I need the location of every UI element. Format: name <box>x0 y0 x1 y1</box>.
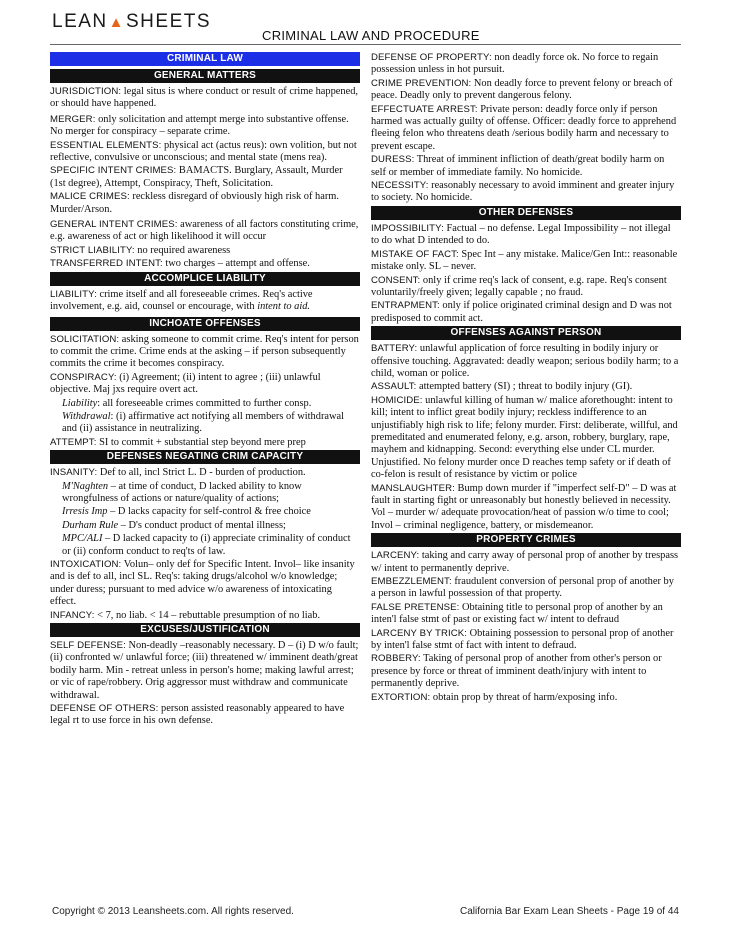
entry-impossibility <box>371 223 681 248</box>
header-divider <box>50 44 681 45</box>
section-header-excuses-justification: EXCUSES/JUSTIFICATION <box>50 623 360 637</box>
sub-entry-liability <box>50 398 360 410</box>
entry-term: MISTAKE OF FACT: <box>371 248 459 260</box>
section-header-defenses-negating-crim-capacity: DEFENSES NEGATING CRIM CAPACITY <box>50 450 360 464</box>
page-title: CRIMINAL LAW AND PROCEDURE <box>262 28 480 43</box>
entry-embezzlement <box>371 576 681 601</box>
entry-entrapment <box>371 300 681 325</box>
entry-specific-intent-crimes <box>50 165 360 190</box>
entry-text: Factual – no defense. Legal Impossibility – not illegal to do what D intended to do. <box>371 222 671 247</box>
section-header-property-crimes: PROPERTY CRIMES <box>371 533 681 547</box>
entry-term: DEFENSE OF OTHERS: <box>50 703 159 715</box>
entry-term: INFANCY: <box>50 609 95 621</box>
entry-battery <box>371 343 681 380</box>
entry-defense-of-others <box>50 703 360 728</box>
entry-term: ASSAULT: <box>371 381 417 393</box>
entry-larceny <box>371 550 681 575</box>
entry-text: reckless disregard of obviously high risk of harm. Murder/Arson. <box>50 191 339 215</box>
entry-term: NECESSITY: <box>371 180 429 192</box>
sub-entry-term: Durham Rule <box>62 519 119 531</box>
entry-necessity <box>371 180 681 205</box>
entry-text: only if crime req's lack of consent, e.g. rape. Req's consent voluntarily/freely given; legally capable ; no fraud. <box>371 274 667 298</box>
entry-text: Non-deadly –reasonably necessary. D – (i) D w/o fault; (ii) confronted w/ unlawful force; (iii) threatened w/ imminent death/great bodily harm. Min - retreat unless in person's home; making lawful arrest; or vic of rape/robbery. Orig aggressor must withdraw and communicate withdrawal. <box>50 640 359 701</box>
entry-malice-crimes <box>50 191 360 216</box>
entry-term: LIABILITY: <box>50 288 97 300</box>
sub-entry-durham-rule <box>50 520 360 532</box>
entry-transferred-intent <box>50 258 360 270</box>
entry-crime-prevention <box>371 78 681 103</box>
sub-entry-mpc-ali <box>50 533 360 558</box>
entry-text: asking someone to commit crime. Req's intent for person to commit the crime. Crime ends at the asking – if person subsequently commits the crime it becomes conspiracy. <box>50 333 359 370</box>
sub-entry-text: : (i) affirmative act notifying all members of withdrawal and (ii) assistance in neutralizing. <box>62 410 345 435</box>
entry-text: person assisted reasonably appeared to have legal rt to use force in his own defense. <box>50 703 345 727</box>
sub-entry-irresis-imp <box>50 506 360 518</box>
entry-conspiracy <box>50 372 360 397</box>
entry-attempt <box>50 437 360 449</box>
entry-text: two charges – attempt and offense. <box>162 258 310 270</box>
flame-icon: ▲ <box>108 14 125 31</box>
entry-robbery <box>371 653 681 690</box>
entry-text: no required awareness <box>134 244 231 256</box>
entry-intoxication <box>50 559 360 609</box>
sub-entry-term: M'Naghten <box>62 480 109 492</box>
sub-entry-text: – D lacks capacity for self-control & free choice <box>107 506 311 518</box>
entry-term: HOMICIDE: <box>371 394 423 406</box>
page-number-footer: California Bar Exam Lean Sheets - Page 19 of 44 <box>459 906 679 917</box>
entry-false-pretense <box>371 602 681 627</box>
entry-merger <box>50 114 360 139</box>
section-header-inchoate-offenses: INCHOATE OFFENSES <box>50 317 360 331</box>
entry-text: reasonably necessary to avoid imminent and greater injury to society. No homicide. <box>371 180 675 204</box>
entry-self-defense <box>50 640 360 702</box>
right-column <box>371 52 681 705</box>
entry-text: BAMACTS. Burglary, Assault, Murder (1st degree), Attempt, Conspiracy, Theft, Solicitation. <box>50 165 343 189</box>
entry-text: legal situs is where conduct or result of crime happened, or should have happened. <box>50 86 359 110</box>
section-header-criminal-law: CRIMINAL LAW <box>50 52 360 66</box>
entry-term: SPECIFIC INTENT CRIMES: <box>50 165 177 177</box>
sub-entry-term: MPC/ALI <box>62 533 103 545</box>
entry-term: ATTEMPT: <box>50 436 97 448</box>
entry-text: Volun– only def for Specific Intent. Invol– like insanity and is def to all, incl SL. Req's: taking drugs/alcohol w/o knowledge; under duress; pursuant to med advice w/o awareness of intoxicating effect. <box>50 559 355 608</box>
entry-term: TRANSFERRED INTENT: <box>50 258 163 270</box>
entry-term: GENERAL INTENT CRIMES: <box>50 219 178 231</box>
entry-text: (i) Agreement; (ii) intent to agree ; (iii) unlawful objective. Maj jxs require overt act. <box>50 371 321 396</box>
entry-term: BATTERY: <box>371 343 418 355</box>
entry-term: STRICT LIABILITY: <box>50 244 135 256</box>
entry-text: fraudulent conversion of personal prop of another by a person in lawful possession of that property. <box>371 576 674 600</box>
entry-term: MERGER: <box>50 113 96 125</box>
entry-term: DURESS: <box>371 154 415 166</box>
entry-text: Threat of imminent infliction of death/great bodily harm on self or member of immediate family. No homicide. <box>371 154 665 178</box>
section-header-other-defenses: OTHER DEFENSES <box>371 206 681 220</box>
entry-term: CRIME PREVENTION: <box>371 77 472 89</box>
entry-term: JURISDICTION: <box>50 86 122 97</box>
sub-entry-term: Withdrawal <box>62 410 111 422</box>
entry-text: Obtaining possession to personal prop of another by inten'l false stmt of fact with intent to defraud. <box>371 627 674 652</box>
entry-text: Def to all, incl Strict L. D - burden of production. <box>97 467 306 479</box>
entry-term: CONSENT: <box>371 274 421 286</box>
entry-extortion <box>371 692 681 704</box>
entry-term: ESSENTIAL ELEMENTS: <box>50 139 162 151</box>
entry-larceny-by-trick <box>371 628 681 653</box>
entry-term: FALSE PRETENSE: <box>371 601 460 613</box>
entry-solicitation <box>50 334 360 371</box>
sub-entry-text: – at time of conduct, D lacked ability to know wrongfulness of actions or nature/quality of actions; <box>62 480 302 504</box>
entry-term: MANSLAUGHTER: <box>371 482 455 494</box>
entry-manslaughter <box>371 483 681 533</box>
entry-term: INTOXICATION: <box>50 559 122 570</box>
sub-entry-m-naghten <box>50 481 360 506</box>
sub-entry-text: – D's conduct product of mental illness; <box>118 519 286 531</box>
entry-emphasis: intent to aid. <box>257 301 311 313</box>
entry-term: ENTRAPMENT: <box>371 300 440 312</box>
entry-text: Taking of personal prop of another from other's person or presence by force or threat of imminent death/injury with intent to permanently deprive. <box>371 653 662 690</box>
entry-defense-of-property <box>371 52 681 77</box>
entry-term: SOLICITATION: <box>50 333 120 345</box>
entry-text: crime itself and all foreseeable crimes. Req's active involvement, e.g. aid, counsel or encourage, with <box>50 288 313 313</box>
entry-text: awareness of all factors constituting crime, e.g. awareness of act or high likelihood it will occur <box>50 219 359 243</box>
entry-insanity <box>50 467 360 479</box>
entry-strict-liability <box>50 245 360 257</box>
entry-text: attempted battery (SI) ; threat to bodily injury (GI). <box>416 381 633 393</box>
entry-text: unlawful killing of human w/ malice aforethought: intent to kill; intent to inflict great bodily injury; reckless indifference to an unjustifiably high risk to life; felony murder. First: deliberate, willful, and premeditated and enumerated felony, e.g. arson, robbery, burglary, rape, mayhem and kidnapping. Second: everything else under CL murder. Unjustified. No felony murder once D reaches temp safety or if death of co-felon is result of resistance by victim or police <box>371 394 678 481</box>
entry-text: obtain prop by threat of harm/exposing info. <box>430 691 618 703</box>
entry-text: only if police originated criminal design and D was not predisposed to commit act. <box>371 300 672 324</box>
entry-text: non deadly force ok. No force to regain possession unless in hot pursuit. <box>371 52 659 76</box>
entry-essential-elements <box>50 140 360 165</box>
entry-text: Obtaining title to personal prop of another by an inten'l false stmt of past or existing fact w/ intent to defraud <box>371 601 663 626</box>
entry-jurisdiction <box>50 86 360 111</box>
sub-entry-term: Irresis Imp <box>62 506 108 518</box>
copyright-footer: Copyright © 2013 Leansheets.com. All rights reserved. <box>52 906 294 917</box>
entry-text: only solicitation and attempt merge into substantive offense. No merger for conspiracy – separate crime. <box>50 113 349 138</box>
entry-duress <box>371 154 681 179</box>
sub-entry-term: Liability <box>62 397 98 409</box>
entry-term: CONSPIRACY: <box>50 371 117 383</box>
entry-term: INSANITY: <box>50 467 98 479</box>
section-header-offenses-against-person: OFFENSES AGAINST PERSON <box>371 326 681 340</box>
entry-term: EFFECTUATE ARREST: <box>371 103 478 115</box>
entry-text: Spec Int – any mistake. Malice/Gen Int:: reasonable mistake only. SL – never. <box>371 248 678 273</box>
left-column <box>50 52 360 729</box>
entry-consent <box>371 275 681 300</box>
sub-entry-withdrawal <box>50 411 360 436</box>
entry-text: Private person: deadly force only if person harmed was actually guilty of offense. Officer: deadly force to apprehend fleeing felon who threatens death /serious bodily harm and necessary to prevent escape. <box>371 103 677 152</box>
sub-entry-text: : all foreseeable crimes committed to further consp. <box>97 397 312 409</box>
entry-homicide <box>371 395 681 482</box>
section-header-accomplice-liability: ACCOMPLICE LIABILITY <box>50 272 360 286</box>
entry-text: < 7, no liab. < 14 – rebuttable presumption of no liab. <box>94 609 321 621</box>
entry-liability <box>50 289 360 314</box>
entry-text: Non deadly force to prevent felony or breach of peace. Deadly only to prevent dangerous felony. <box>371 77 673 102</box>
leansheets-logo: LEAN▲SHEETS <box>52 11 212 32</box>
entry-mistake-of-fact <box>371 249 681 274</box>
entry-infancy <box>50 610 360 622</box>
entry-term: IMPOSSIBILITY: <box>371 222 444 234</box>
entry-text: Bump down murder if "imperfect self-D" – D was at fault in starting fight or unreasonably but honestly believed in necessity. Vol – murder w/ adequate provocation/heat of passion w/o time to cool; Invol – criminal negligence, battery, or misdemeanor. <box>371 482 677 531</box>
entry-effectuate-arrest <box>371 104 681 154</box>
entry-text: SI to commit + substantial step beyond mere prep <box>96 436 306 448</box>
entry-term: LARCENY: <box>371 550 420 562</box>
entry-term: MALICE CRIMES: <box>50 191 130 203</box>
entry-text: physical act (actus reus): own volition, but not reflective, convulsive or unconscious; and mental state (mens rea). <box>50 139 357 164</box>
sub-entry-text: – D lacked capacity to (i) appreciate criminality of conduct or (ii) conform conduct to req'ts of law. <box>62 533 351 557</box>
entry-term: ROBBERY: <box>371 653 421 665</box>
entry-text: unlawful application of force resulting in bodily injury or offensive touching. Aggravated: deadly weapon; serious bodily harm; to a child, woman or police. <box>371 343 679 379</box>
entry-term: EMBEZZLEMENT: <box>371 576 452 588</box>
entry-general-intent-crimes <box>50 219 360 244</box>
entry-term: EXTORTION: <box>371 691 431 703</box>
entry-term: DEFENSE OF PROPERTY: <box>371 52 492 63</box>
entry-assault <box>371 381 681 393</box>
entry-text: taking and carry away of personal prop of another by trespass w/ intent to permanently deprive. <box>371 550 679 574</box>
section-header-general-matters: GENERAL MATTERS <box>50 69 360 83</box>
entry-term: SELF DEFENSE: <box>50 640 126 652</box>
entry-term: LARCENY BY TRICK: <box>371 627 468 639</box>
